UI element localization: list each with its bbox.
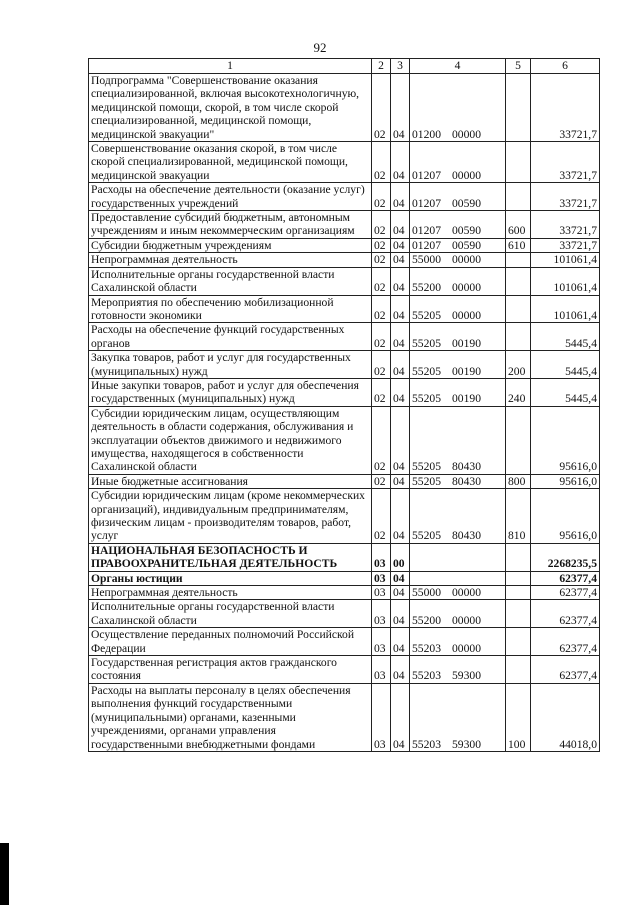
subsection-code-cell: 04 [391,683,410,751]
section-code-cell: 02 [372,406,391,474]
section-code-cell: 03 [372,600,391,628]
table-row [89,74,600,142]
section-code-cell: 02 [372,489,391,544]
expense-type-cell [506,600,531,628]
expense-type-cell [506,267,531,295]
target-article-part2: 00000 [452,586,481,600]
target-article-part2: 80430 [452,474,481,488]
row-name-cell: Исполнительные органы государственной власти Сахалинской области [89,267,372,295]
section-code-cell: 02 [372,74,391,142]
row-name-cell: Субсидии юридическим лицам (кроме некоммерческих организаций), индивидуальным предпринимателям, физическим лицам - производителям товаров, работ, услуг [89,489,372,544]
target-article-cell [410,267,506,295]
target-article-cell [410,253,506,267]
amount-cell: 101061,4 [531,267,600,295]
expense-type-cell: 240 [506,378,531,406]
expense-type-cell: 610 [506,238,531,252]
section-code-cell: 02 [372,253,391,267]
subsection-code-cell: 04 [391,74,410,142]
target-article-cell [410,238,506,252]
header-row [89,59,600,74]
row-name-cell: Непрограммная деятельность [89,586,372,600]
expense-type-cell [506,406,531,474]
target-article-cell [410,656,506,684]
subsection-code-cell: 00 [391,543,410,571]
col-header-3: 3 [391,59,410,74]
target-article-part2: 00000 [452,168,481,182]
table-row [89,211,600,239]
section-code-cell: 02 [372,211,391,239]
amount-cell: 33721,7 [531,211,600,239]
row-name-cell: Совершенствование оказания скорой, в том числе скорой специализированной, медицинской помощи, медицинской эвакуации [89,142,372,183]
subsection-code-cell: 04 [391,406,410,474]
expense-type-cell [506,183,531,211]
col-header-4: 4 [410,59,506,74]
target-article-part1: 55205 [412,392,441,406]
expense-type-cell [506,586,531,600]
section-code-cell: 02 [372,351,391,379]
expense-type-cell: 800 [506,474,531,488]
table-row [89,378,600,406]
section-code-cell: 02 [372,474,391,488]
target-article-cell [410,586,506,600]
subsection-code-cell: 04 [391,267,410,295]
target-article-part2: 00590 [452,224,481,238]
amount-cell: 62377,4 [531,628,600,656]
table-row [89,295,600,323]
target-article-cell [410,683,506,751]
target-article-part1: 55200 [412,281,441,295]
amount-cell: 95616,0 [531,406,600,474]
section-code-cell: 03 [372,628,391,656]
amount-cell: 62377,4 [531,586,600,600]
table-row [89,238,600,252]
amount-cell: 2268235,5 [531,543,600,571]
target-article-part2: 59300 [452,669,481,683]
section-code-cell: 02 [372,378,391,406]
table-row [89,142,600,183]
row-name-cell: Расходы на обеспечение деятельности (оказание услуг) государственных учреждений [89,183,372,211]
target-article-cell [410,489,506,544]
target-article-part2: 00000 [452,613,481,627]
subsection-code-cell: 04 [391,211,410,239]
target-article-cell [410,406,506,474]
table-row [89,600,600,628]
col-header-1: 1 [89,59,372,74]
subsection-code-cell: 04 [391,586,410,600]
subsection-code-cell: 04 [391,253,410,267]
amount-cell: 33721,7 [531,74,600,142]
target-article-part1: 55203 [412,737,441,751]
expense-type-cell [506,142,531,183]
target-article-part2: 00190 [452,392,481,406]
table-row [89,571,600,585]
section-code-cell: 03 [372,656,391,684]
subsection-code-cell: 04 [391,489,410,544]
target-article-part2: 00000 [452,127,481,141]
section-code-cell: 03 [372,571,391,585]
row-name-cell: Субсидии бюджетным учреждениям [89,238,372,252]
table-row [89,586,600,600]
target-article-part1: 01207 [412,224,441,238]
target-article-part1: 55000 [412,253,441,267]
expense-type-cell: 200 [506,351,531,379]
target-article-part2: 00190 [452,336,481,350]
row-name-cell: Государственная регистрация актов гражданского состояния [89,656,372,684]
expense-type-cell [506,628,531,656]
table-row [89,351,600,379]
table-row [89,267,600,295]
row-name-cell: Закупка товаров, работ и услуг для государственных (муниципальных) нужд [89,351,372,379]
table-row [89,489,600,544]
page-number: 92 [313,40,327,55]
target-article-cell [410,628,506,656]
table-row [89,543,600,571]
target-article-part1: 55203 [412,669,441,683]
target-article-part2: 00590 [452,196,481,210]
target-article-part1: 01207 [412,238,441,252]
section-code-cell: 02 [372,267,391,295]
row-name-cell: Осуществление переданных полномочий Российской Федерации [89,628,372,656]
target-article-cell [410,183,506,211]
row-name-cell: НАЦИОНАЛЬНАЯ БЕЗОПАСНОСТЬ И ПРАВООХРАНИТЕЛЬНАЯ ДЕЯТЕЛЬНОСТЬ [89,543,372,571]
target-article-cell [410,142,506,183]
target-article-cell [410,351,506,379]
col-header-6: 6 [531,59,600,74]
row-name-cell: Исполнительные органы государственной власти Сахалинской области [89,600,372,628]
table-body [89,74,600,752]
target-article-cell [410,600,506,628]
subsection-code-cell: 04 [391,351,410,379]
row-name-cell: Иные бюджетные ассигнования [89,474,372,488]
subsection-code-cell: 04 [391,378,410,406]
target-article-cell [410,295,506,323]
target-article-part2: 80430 [452,460,481,474]
expense-type-cell [506,543,531,571]
target-article-part1: 55203 [412,641,441,655]
amount-cell: 62377,4 [531,600,600,628]
row-name-cell: Мероприятия по обеспечению мобилизационной готовности экономики [89,295,372,323]
section-code-cell: 02 [372,323,391,351]
target-article-part1: 55205 [412,529,441,543]
subsection-code-cell: 04 [391,656,410,684]
target-article-part1: 01207 [412,196,441,210]
amount-cell: 101061,4 [531,295,600,323]
subsection-code-cell: 04 [391,238,410,252]
subsection-code-cell: 04 [391,295,410,323]
amount-cell: 5445,4 [531,323,600,351]
amount-cell: 5445,4 [531,351,600,379]
section-code-cell: 02 [372,183,391,211]
section-code-cell: 02 [372,142,391,183]
row-name-cell: Расходы на выплаты персоналу в целях обеспечения выполнения функций государственными (муниципальными) органами, казенными учреждениями, органами управления государственными внебюджетными фондами [89,683,372,751]
amount-cell: 62377,4 [531,571,600,585]
target-article-part2: 59300 [452,737,481,751]
target-article-part1: 55000 [412,586,441,600]
expense-type-cell [506,74,531,142]
amount-cell: 33721,7 [531,238,600,252]
table-row [89,656,600,684]
col-header-5: 5 [506,59,531,74]
target-article-part1: 55205 [412,364,441,378]
amount-cell: 95616,0 [531,489,600,544]
target-article-part1: 55205 [412,336,441,350]
table-row [89,683,600,751]
target-article-part2: 00000 [452,308,481,322]
target-article-cell [410,211,506,239]
target-article-cell [410,543,506,571]
expense-type-cell: 810 [506,489,531,544]
amount-cell: 44018,0 [531,683,600,751]
amount-cell: 33721,7 [531,142,600,183]
expense-type-cell [506,253,531,267]
target-article-part1: 01207 [412,168,441,182]
expense-type-cell [506,571,531,585]
subsection-code-cell: 04 [391,600,410,628]
amount-cell: 5445,4 [531,378,600,406]
target-article-part2: 80430 [452,529,481,543]
target-article-cell [410,378,506,406]
row-name-cell: Иные закупки товаров, работ и услуг для обеспечения государственных (муниципальных) нужд [89,378,372,406]
row-name-cell: Субсидии юридическим лицам, осуществляющим деятельность в области содержания, обслуживания и эксплуатации объектов движимого и недвижимого имущества, находящегося в собственности Сахалинской области [89,406,372,474]
expense-type-cell: 100 [506,683,531,751]
target-article-part2: 00000 [452,281,481,295]
subsection-code-cell: 04 [391,628,410,656]
col-header-2: 2 [372,59,391,74]
table-row [89,628,600,656]
subsection-code-cell: 04 [391,142,410,183]
amount-cell: 101061,4 [531,253,600,267]
subsection-code-cell: 04 [391,571,410,585]
subsection-code-cell: 04 [391,183,410,211]
target-article-part1: 55205 [412,460,441,474]
row-name-cell: Непрограммная деятельность [89,253,372,267]
target-article-part1: 01200 [412,127,441,141]
expense-type-cell [506,323,531,351]
target-article-part1: 55205 [412,308,441,322]
target-article-part1: 55200 [412,613,441,627]
table-row [89,406,600,474]
target-article-cell [410,323,506,351]
section-code-cell: 03 [372,586,391,600]
row-name-cell: Подпрограмма "Совершенствование оказания специализированной, включая высокотехнологичную, медицинской помощи, скорой, в том числе скорой специализированной, медицинской помощи, медицинской эвакуации" [89,74,372,142]
subsection-code-cell: 04 [391,474,410,488]
amount-cell: 62377,4 [531,656,600,684]
target-article-part2: 00590 [452,238,481,252]
subsection-code-cell: 04 [391,323,410,351]
scan-edge-mark [0,843,9,905]
expense-type-cell [506,656,531,684]
table-row [89,474,600,488]
section-code-cell: 02 [372,295,391,323]
section-code-cell: 03 [372,683,391,751]
amount-cell: 33721,7 [531,183,600,211]
row-name-cell: Предоставление субсидий бюджетным, автономным учреждениям и иным некоммерческим организациям [89,211,372,239]
expense-type-cell [506,295,531,323]
target-article-part1: 55205 [412,474,441,488]
section-code-cell: 03 [372,543,391,571]
table-row [89,183,600,211]
target-article-cell [410,571,506,585]
section-code-cell: 02 [372,238,391,252]
target-article-part2: 00190 [452,364,481,378]
budget-table [88,58,600,752]
table-row [89,323,600,351]
row-name-cell: Органы юстиции [89,571,372,585]
expense-type-cell: 600 [506,211,531,239]
target-article-cell [410,74,506,142]
target-article-cell [410,474,506,488]
table-row [89,253,600,267]
row-name-cell: Расходы на обеспечение функций государственных органов [89,323,372,351]
target-article-part2: 00000 [452,253,481,267]
target-article-part2: 00000 [452,641,481,655]
amount-cell: 95616,0 [531,474,600,488]
